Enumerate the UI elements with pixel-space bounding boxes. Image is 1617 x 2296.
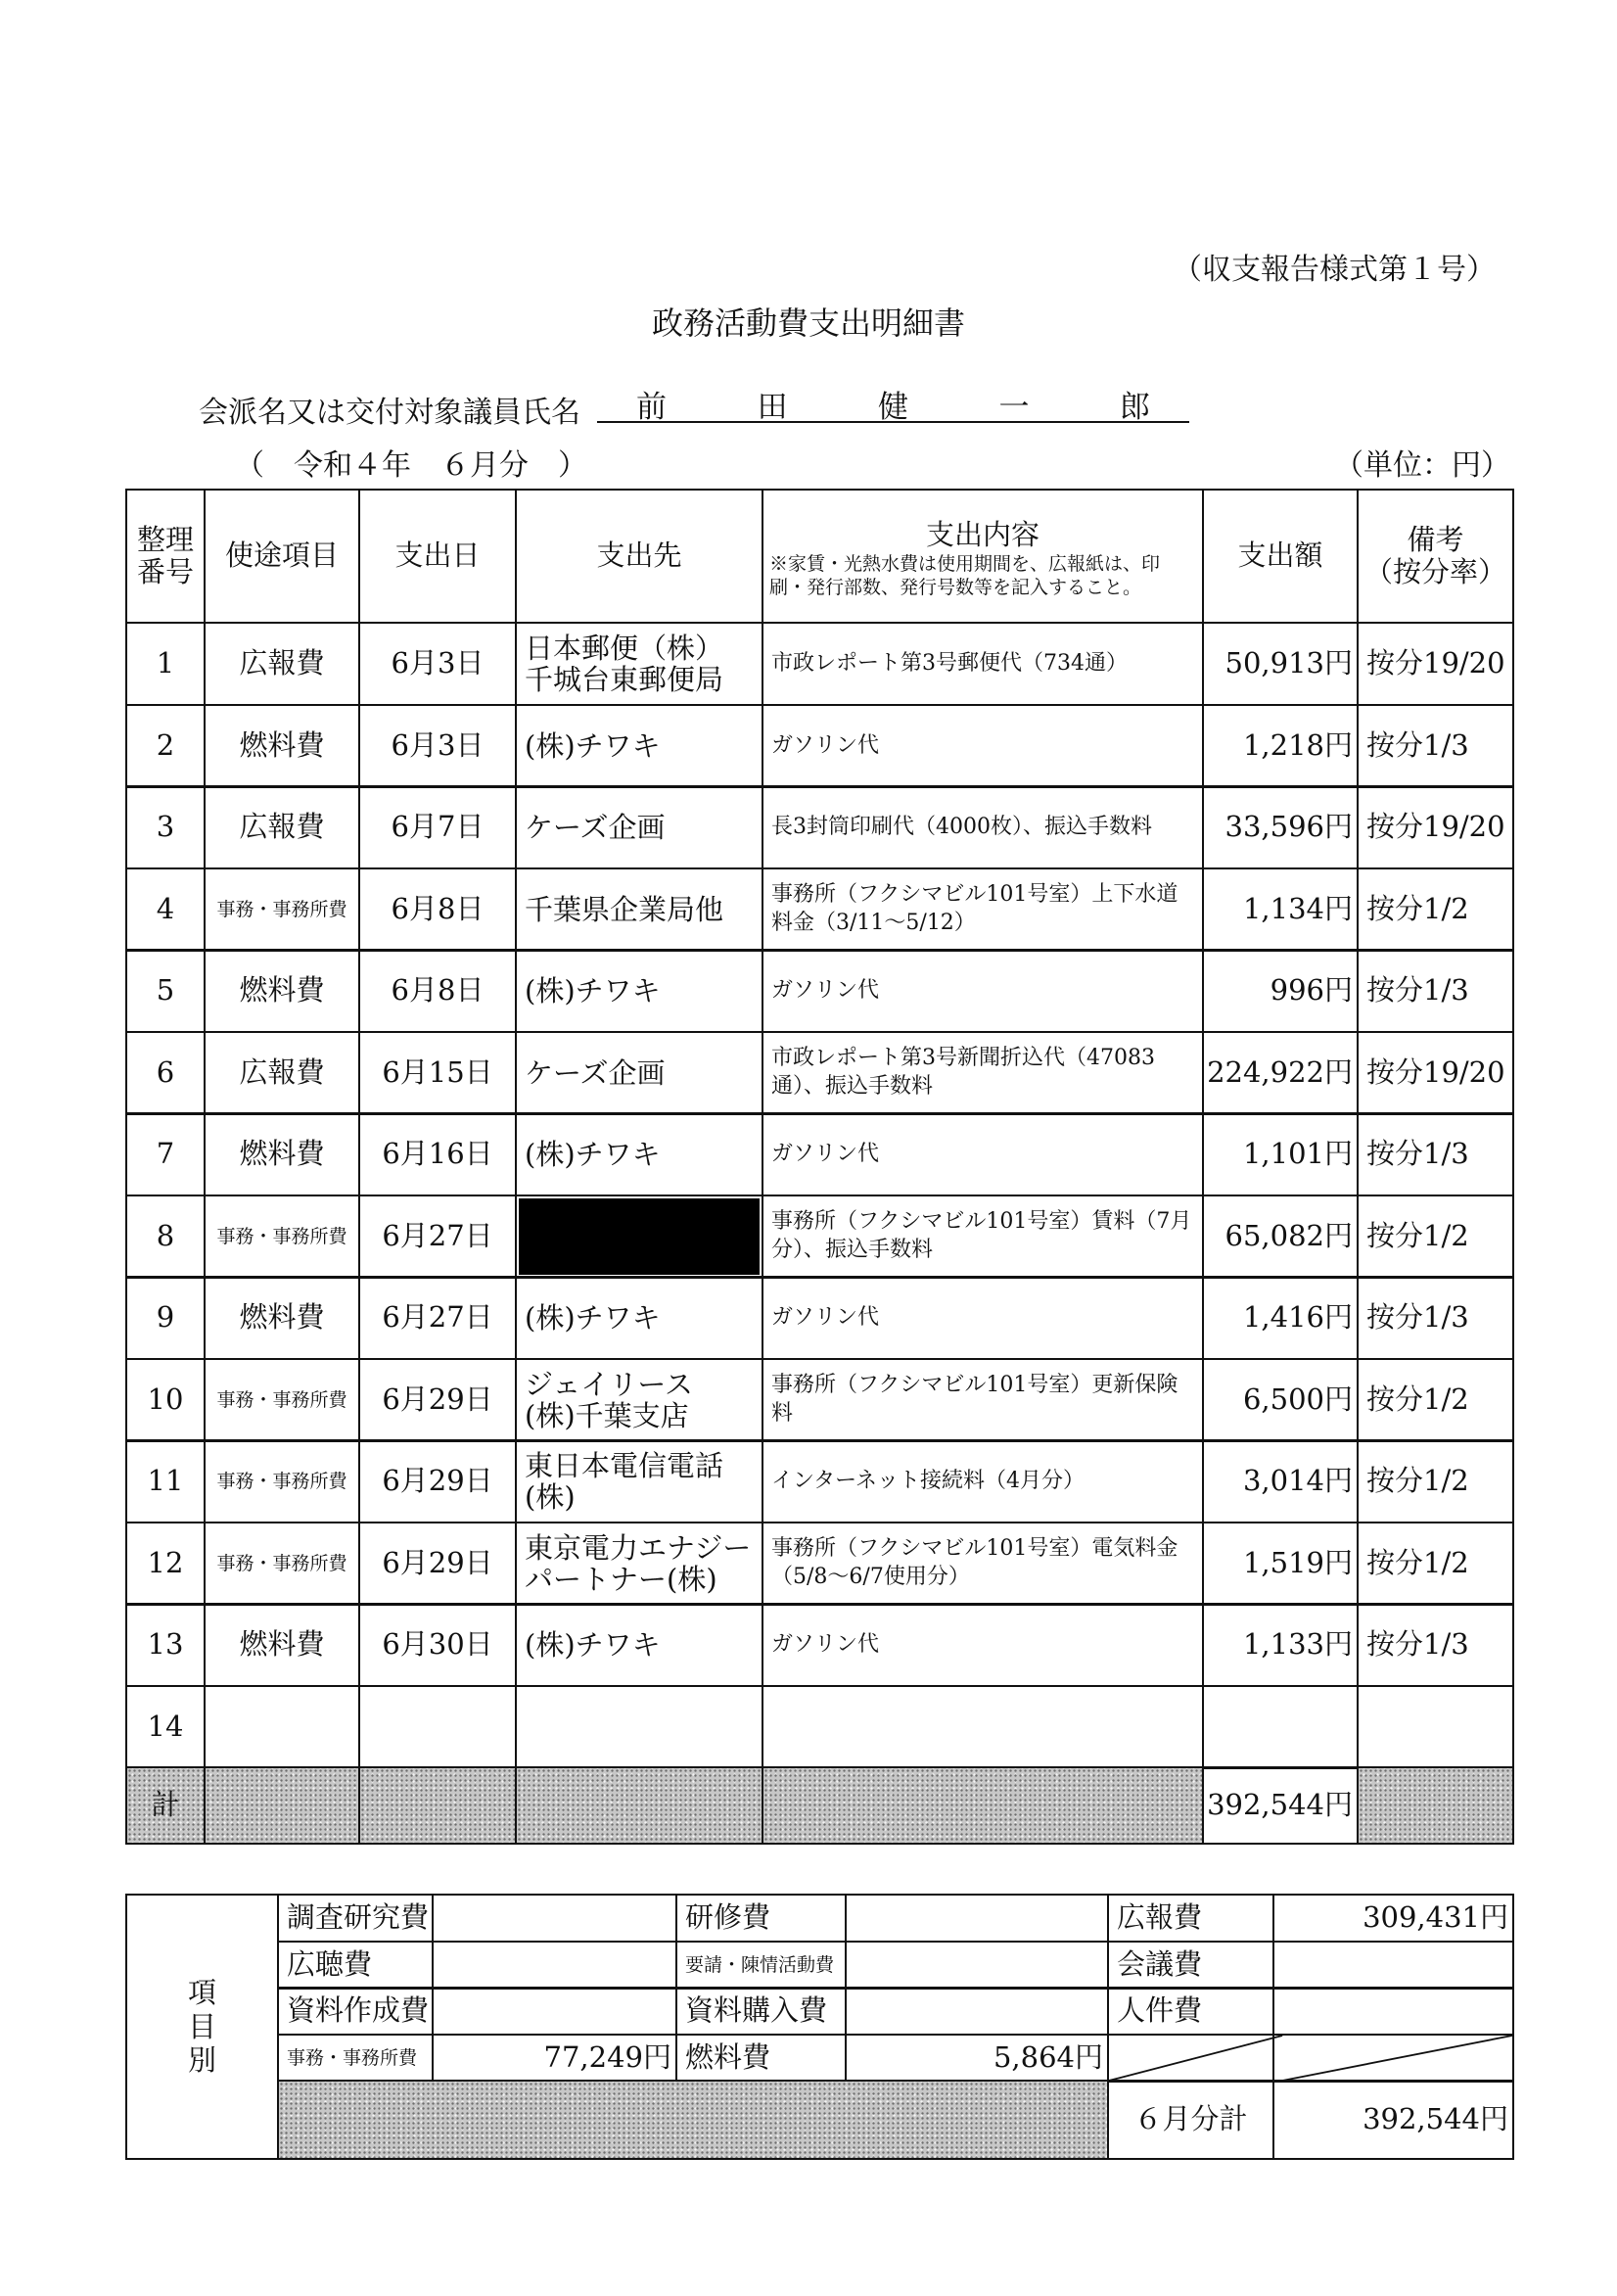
summary-value xyxy=(845,1987,1109,2036)
cell-date-text: 6月15日 xyxy=(382,1055,493,1090)
cell-remarks xyxy=(1357,1603,1514,1687)
cell-amount xyxy=(1202,1522,1359,1606)
cell-purpose-text: 事務・事務所費 xyxy=(216,1552,347,1574)
cell-date xyxy=(358,1439,517,1523)
cell-remarks xyxy=(1357,1195,1514,1279)
cell-payee-text: 日本郵便（株） 千城台東郵便局 xyxy=(525,631,724,696)
summary-label-text: 研修費 xyxy=(685,1900,771,1935)
cell-amount-text: 1,416円 xyxy=(1242,1300,1353,1335)
cell-purpose xyxy=(204,1195,360,1279)
cell-no-text: 8 xyxy=(156,1219,175,1253)
cell-payee xyxy=(515,785,763,869)
cell-no xyxy=(125,1276,206,1360)
summary-label xyxy=(1107,1941,1274,1990)
cell-purpose xyxy=(204,1358,360,1442)
member-name xyxy=(597,382,1189,423)
header-purpose xyxy=(204,489,360,624)
total-label-text: 計 xyxy=(151,1788,180,1822)
currency-unit: （単位：円） xyxy=(1334,448,1510,483)
cell-content xyxy=(762,622,1204,706)
cell-date-text: 6月27日 xyxy=(382,1300,493,1335)
diagonal-line xyxy=(1109,2036,1512,2081)
cell-purpose xyxy=(204,1522,360,1606)
summary-value xyxy=(845,1894,1109,1943)
cell-no xyxy=(125,1112,206,1196)
cell-content-text: 事務所（フクシマビル101号室）更新保険料 xyxy=(771,1373,1178,1426)
cell-no xyxy=(125,1439,206,1523)
header-date-text: 支出日 xyxy=(394,539,481,573)
header-content-note: ※家賃・光熱水費は使用期間を、広報紙は、印刷・発行部数、発行号数等を記入すること。 xyxy=(769,552,1161,598)
header-content xyxy=(762,489,1204,624)
page-title: 政務活動費支出明細書 xyxy=(651,305,965,342)
month-total-label-text: ６月分計 xyxy=(1133,2102,1248,2136)
cell-amount xyxy=(1202,1439,1359,1523)
cell-amount xyxy=(1202,1603,1359,1687)
cell-remarks-text: 按分1/2 xyxy=(1366,1219,1469,1253)
header-no xyxy=(125,489,206,624)
cell-no-text: 10 xyxy=(147,1382,184,1417)
cell-purpose-text: 燃料費 xyxy=(239,728,325,763)
summary-label xyxy=(675,1894,847,1943)
report-period: （ 令和４年 ６月分 ） xyxy=(235,448,587,483)
cell-remarks xyxy=(1357,1031,1514,1115)
total-shaded-cell xyxy=(204,1766,360,1845)
cell-content xyxy=(762,867,1204,952)
cell-date xyxy=(358,867,517,952)
cell-content-text: ガソリン代 xyxy=(771,1141,880,1166)
summary-side-label-text: 項 目 別 xyxy=(187,1975,216,2078)
cell-amount xyxy=(1202,1112,1359,1196)
cell-payee-text: (株)チワキ xyxy=(525,973,661,1007)
cell-payee xyxy=(515,1276,763,1360)
cell-no xyxy=(125,1685,206,1769)
cell-payee-text: ケーズ企画 xyxy=(525,1055,666,1090)
cell-payee xyxy=(515,1031,763,1115)
summary-label-text: 会議費 xyxy=(1117,1947,1203,1982)
cell-amount xyxy=(1202,1031,1359,1115)
cell-payee-text: (株)チワキ xyxy=(525,1627,661,1662)
cell-date xyxy=(358,949,517,1033)
cell-no xyxy=(125,1603,206,1687)
member-name-char: 田 xyxy=(757,390,788,425)
cell-no-text: 1 xyxy=(156,646,175,680)
summary-empty-diagonal xyxy=(1107,2034,1514,2083)
cell-date-text: 6月27日 xyxy=(382,1219,493,1253)
cell-purpose-text: 燃料費 xyxy=(239,1300,325,1335)
cell-payee xyxy=(515,622,763,706)
cell-date xyxy=(358,1522,517,1606)
cell-content xyxy=(762,1276,1204,1360)
cell-amount-text: 1,519円 xyxy=(1242,1546,1353,1580)
summary-label-text: 要請・陳情活動費 xyxy=(685,1953,835,1976)
summary-side-label xyxy=(125,1894,279,2160)
cell-amount-text: 1,133円 xyxy=(1242,1627,1353,1662)
cell-purpose-text: 事務・事務所費 xyxy=(216,1388,347,1411)
cell-payee-text: 東京電力エナジー パートナー(株) xyxy=(525,1530,752,1596)
cell-date xyxy=(358,1031,517,1115)
header-amount-text: 支出額 xyxy=(1237,539,1323,573)
form-number: （収支報告様式第１号） xyxy=(1173,253,1496,287)
cell-payee xyxy=(515,1112,763,1196)
cell-remarks xyxy=(1357,1522,1514,1606)
total-amount xyxy=(1202,1766,1359,1845)
total-shaded-cell xyxy=(762,1766,1204,1845)
cell-remarks-text: 按分1/2 xyxy=(1366,892,1469,926)
header-amount xyxy=(1202,489,1359,624)
cell-amount xyxy=(1202,1685,1359,1769)
cell-date xyxy=(358,704,517,788)
cell-remarks xyxy=(1357,1358,1514,1442)
redacted-block xyxy=(519,1198,760,1275)
member-name-char: 前 xyxy=(636,390,667,425)
cell-content xyxy=(762,1603,1204,1687)
summary-value xyxy=(432,1941,677,1990)
summary-label xyxy=(675,2034,847,2083)
member-label: 会派名又は交付対象議員氏名 xyxy=(199,396,580,430)
cell-purpose-text: 燃料費 xyxy=(239,1627,325,1662)
cell-remarks xyxy=(1357,1685,1514,1769)
summary-label-text: 広聴費 xyxy=(287,1947,373,1982)
cell-purpose-text: 燃料費 xyxy=(239,1137,325,1171)
cell-remarks-text: 按分1/3 xyxy=(1366,1300,1469,1335)
cell-no xyxy=(125,949,206,1033)
cell-remarks xyxy=(1357,622,1514,706)
total-shaded-cell xyxy=(358,1766,517,1845)
cell-date xyxy=(358,785,517,869)
header-payee xyxy=(515,489,763,624)
summary-value xyxy=(432,1894,677,1943)
cell-remarks-text: 按分19/20 xyxy=(1366,1055,1505,1090)
member-name-char: 一 xyxy=(998,390,1030,425)
cell-no-text: 9 xyxy=(156,1300,175,1335)
cell-content xyxy=(762,1439,1204,1523)
cell-purpose-text: 事務・事務所費 xyxy=(216,1470,347,1492)
summary-label-text: 資料作成費 xyxy=(287,1993,430,2028)
cell-date xyxy=(358,1685,517,1769)
cell-date-text: 6月30日 xyxy=(382,1627,493,1662)
cell-remarks-text: 按分19/20 xyxy=(1366,646,1505,680)
summary-label-text: 調査研究費 xyxy=(287,1900,430,1935)
cell-date-text: 6月8日 xyxy=(391,973,485,1007)
cell-no-text: 4 xyxy=(156,892,175,926)
cell-remarks-text: 按分1/3 xyxy=(1366,973,1469,1007)
cell-purpose-text: 広報費 xyxy=(239,1055,325,1090)
cell-payee-text: ケーズ企画 xyxy=(525,810,666,844)
total-amount-text: 392,544円 xyxy=(1207,1788,1353,1822)
cell-amount xyxy=(1202,785,1359,869)
member-name-char: 郎 xyxy=(1120,390,1150,425)
cell-remarks-text: 按分1/2 xyxy=(1366,1464,1469,1498)
cell-amount-text: 224,922円 xyxy=(1207,1055,1353,1090)
cell-remarks xyxy=(1357,1112,1514,1196)
cell-purpose xyxy=(204,1439,360,1523)
cell-purpose xyxy=(204,949,360,1033)
cell-purpose-text: 広報費 xyxy=(239,810,325,844)
cell-payee xyxy=(515,1603,763,1687)
summary-label xyxy=(277,1894,434,1943)
cell-content xyxy=(762,1112,1204,1196)
cell-purpose xyxy=(204,1112,360,1196)
total-shaded-cell xyxy=(1357,1766,1514,1845)
summary-value-text: 309,431円 xyxy=(1363,1900,1508,1935)
cell-purpose xyxy=(204,1031,360,1115)
cell-payee xyxy=(515,1195,763,1279)
summary-label xyxy=(277,1941,434,1990)
cell-no-text: 12 xyxy=(147,1546,184,1580)
cell-date xyxy=(358,1112,517,1196)
cell-amount-text: 50,913円 xyxy=(1224,646,1353,680)
header-payee-text: 支出先 xyxy=(596,539,682,573)
cell-payee-text: 東日本電信電話 (株) xyxy=(525,1448,724,1514)
summary-value xyxy=(845,1941,1109,1990)
summary-value xyxy=(1272,1894,1514,1943)
cell-purpose-text: 事務・事務所費 xyxy=(216,1225,347,1247)
summary-label xyxy=(277,1987,434,2036)
cell-no xyxy=(125,785,206,869)
total-label xyxy=(125,1766,206,1845)
cell-date-text: 6月3日 xyxy=(391,646,485,680)
cell-remarks xyxy=(1357,867,1514,952)
cell-date xyxy=(358,622,517,706)
cell-date-text: 6月8日 xyxy=(391,892,485,926)
cell-no xyxy=(125,1031,206,1115)
cell-no xyxy=(125,704,206,788)
summary-label xyxy=(277,2034,434,2083)
cell-purpose xyxy=(204,704,360,788)
cell-content xyxy=(762,785,1204,869)
cell-payee-text: 千葉県企業局他 xyxy=(525,892,724,926)
month-total-value-text: 392,544円 xyxy=(1363,2102,1508,2136)
cell-no xyxy=(125,1195,206,1279)
cell-payee xyxy=(515,704,763,788)
cell-content-text: インターネット接続料（4月分） xyxy=(771,1468,1086,1493)
cell-amount-text: 6,500円 xyxy=(1242,1382,1353,1417)
cell-purpose xyxy=(204,622,360,706)
summary-value xyxy=(432,2034,677,2083)
cell-content-text: 市政レポート第3号新聞折込代（47083通）、振込手数料 xyxy=(771,1046,1155,1099)
cell-purpose xyxy=(204,1603,360,1687)
cell-remarks-text: 按分1/3 xyxy=(1366,1627,1469,1662)
cell-amount xyxy=(1202,1195,1359,1279)
summary-value xyxy=(432,1987,677,2036)
cell-purpose xyxy=(204,785,360,869)
cell-content xyxy=(762,1031,1204,1115)
cell-amount-text: 65,082円 xyxy=(1224,1219,1353,1253)
cell-amount-text: 1,218円 xyxy=(1242,728,1353,763)
cell-content xyxy=(762,1522,1204,1606)
summary-value xyxy=(1272,1941,1514,1990)
cell-date-text: 6月29日 xyxy=(382,1382,493,1417)
cell-date-text: 6月29日 xyxy=(382,1464,493,1498)
cell-amount-text: 3,014円 xyxy=(1242,1464,1353,1498)
summary-value xyxy=(1272,1987,1514,2036)
cell-date xyxy=(358,1358,517,1442)
cell-no-text: 6 xyxy=(156,1055,175,1090)
cell-date xyxy=(358,1276,517,1360)
summary-value xyxy=(845,2034,1109,2083)
cell-amount xyxy=(1202,949,1359,1033)
cell-amount xyxy=(1202,1358,1359,1442)
cell-remarks-text: 按分19/20 xyxy=(1366,810,1505,844)
cell-payee xyxy=(515,949,763,1033)
cell-remarks-text: 按分1/3 xyxy=(1366,1137,1469,1171)
cell-payee xyxy=(515,867,763,952)
cell-purpose xyxy=(204,1276,360,1360)
cell-amount xyxy=(1202,622,1359,706)
cell-payee xyxy=(515,1522,763,1606)
cell-no-text: 11 xyxy=(147,1464,184,1498)
summary-label xyxy=(675,1941,847,1990)
header-no-text: 整理 番号 xyxy=(136,522,194,588)
cell-remarks xyxy=(1357,949,1514,1033)
cell-content-text: 事務所（フクシマビル101号室）上下水道料金（3/11～5/12） xyxy=(771,882,1178,935)
cell-amount-text: 1,101円 xyxy=(1242,1137,1353,1171)
cell-amount xyxy=(1202,867,1359,952)
header-content-title: 支出内容 xyxy=(925,517,1040,551)
cell-content xyxy=(762,1685,1204,1769)
cell-no xyxy=(125,1358,206,1442)
cell-amount-text: 1,134円 xyxy=(1242,892,1353,926)
cell-content-text: 事務所（フクシマビル101号室）賃料（7月分）、振込手数料 xyxy=(771,1209,1192,1262)
summary-label-text: 燃料費 xyxy=(685,2040,771,2075)
cell-content xyxy=(762,1358,1204,1442)
cell-purpose-text: 事務・事務所費 xyxy=(216,898,347,920)
cell-date xyxy=(358,1603,517,1687)
cell-no-text: 7 xyxy=(156,1137,175,1171)
header-remarks xyxy=(1357,489,1514,624)
cell-content xyxy=(762,949,1204,1033)
member-name-char: 健 xyxy=(878,390,908,425)
cell-amount xyxy=(1202,1276,1359,1360)
summary-total-shaded xyxy=(277,2080,1109,2160)
cell-content-text: 事務所（フクシマビル101号室）電気料金（5/8～6/7使用分） xyxy=(771,1536,1178,1589)
cell-date-text: 6月7日 xyxy=(391,810,485,844)
cell-remarks xyxy=(1357,1276,1514,1360)
total-shaded-cell xyxy=(515,1766,763,1845)
cell-purpose-text: 燃料費 xyxy=(239,973,325,1007)
cell-no-text: 2 xyxy=(156,728,175,763)
cell-date xyxy=(358,1195,517,1279)
summary-value-text: 5,864円 xyxy=(993,2040,1103,2075)
cell-payee-text: (株)チワキ xyxy=(525,1137,661,1171)
cell-amount-text: 33,596円 xyxy=(1224,810,1353,844)
summary-label-text: 人件費 xyxy=(1117,1993,1203,2028)
summary-label xyxy=(1107,1894,1274,1943)
cell-no xyxy=(125,622,206,706)
cell-no xyxy=(125,1522,206,1606)
cell-purpose xyxy=(204,867,360,952)
cell-content-text: ガソリン代 xyxy=(771,1304,880,1330)
cell-no-text: 13 xyxy=(147,1627,184,1662)
cell-payee xyxy=(515,1685,763,1769)
summary-label-text: 広報費 xyxy=(1117,1900,1203,1935)
month-total-label xyxy=(1107,2080,1274,2160)
cell-no-text: 3 xyxy=(156,810,175,844)
cell-payee-text: (株)チワキ xyxy=(525,1300,661,1335)
cell-content-text: ガソリン代 xyxy=(771,1631,880,1657)
cell-payee-text: (株)チワキ xyxy=(525,728,661,763)
cell-content xyxy=(762,704,1204,788)
cell-content xyxy=(762,1195,1204,1279)
cell-remarks-text: 按分1/2 xyxy=(1366,1546,1469,1580)
cell-date-text: 6月3日 xyxy=(391,728,485,763)
cell-remarks-text: 按分1/2 xyxy=(1366,1382,1469,1417)
cell-payee xyxy=(515,1439,763,1523)
cell-date-text: 6月16日 xyxy=(382,1137,493,1171)
cell-no-text: 14 xyxy=(147,1710,184,1744)
cell-amount xyxy=(1202,704,1359,788)
cell-date-text: 6月29日 xyxy=(382,1546,493,1580)
cell-remarks-text: 按分1/3 xyxy=(1366,728,1469,763)
cell-purpose xyxy=(204,1685,360,1769)
header-purpose-text: 使途項目 xyxy=(224,539,339,573)
cell-content-text: 市政レポート第3号郵便代（734通） xyxy=(771,650,1128,676)
summary-label xyxy=(1107,1987,1274,2036)
cell-content-text: 長3封筒印刷代（4000枚）、振込手数料 xyxy=(771,814,1152,839)
cell-remarks xyxy=(1357,1439,1514,1523)
cell-purpose-text: 広報費 xyxy=(239,646,325,680)
cell-remarks xyxy=(1357,785,1514,869)
summary-label-text: 事務・事務所費 xyxy=(287,2046,418,2069)
summary-value-text: 77,249円 xyxy=(543,2040,671,2075)
cell-content-text: ガソリン代 xyxy=(771,732,880,758)
header-remarks-text: 備考 （按分率） xyxy=(1363,522,1506,588)
cell-amount-text: 996円 xyxy=(1270,973,1353,1007)
summary-label-text: 資料購入費 xyxy=(685,1993,828,2028)
month-total-value xyxy=(1272,2080,1514,2160)
cell-remarks xyxy=(1357,704,1514,788)
header-date xyxy=(358,489,517,624)
cell-content-text: ガソリン代 xyxy=(771,977,880,1003)
cell-payee xyxy=(515,1358,763,1442)
cell-no xyxy=(125,867,206,952)
summary-label xyxy=(675,1987,847,2036)
cell-no-text: 5 xyxy=(156,973,175,1007)
cell-payee-text: ジェイリース (株)千葉支店 xyxy=(525,1367,693,1432)
